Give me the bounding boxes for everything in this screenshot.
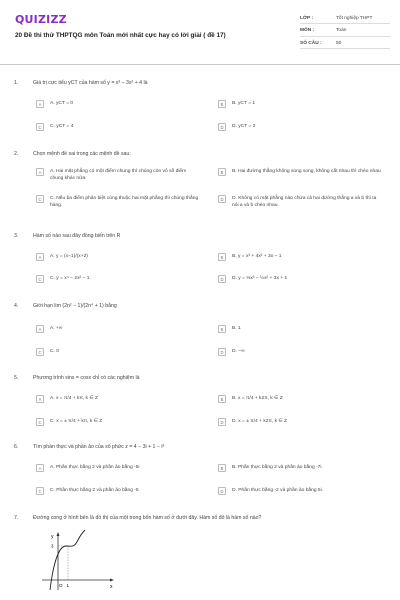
meta-panel bbox=[300, 13, 390, 51]
option-text: D. Không có mặt phẳng nào chứa cả hai đường thẳng a và b thì ta nói a và b chéo nhau. bbox=[232, 196, 377, 208]
meta-value: 50 bbox=[336, 40, 342, 46]
option-d[interactable] bbox=[218, 195, 382, 209]
option-a[interactable] bbox=[36, 253, 88, 261]
y-axis-label: y bbox=[51, 534, 54, 540]
question-number: 6. bbox=[14, 444, 19, 450]
option-d[interactable] bbox=[218, 123, 255, 131]
option-text: B. x = π/4 + k2π, k ∈ Z bbox=[232, 396, 283, 401]
y-axis-arrow bbox=[57, 532, 60, 536]
option-letter: A bbox=[36, 253, 44, 261]
option-text: B. 1 bbox=[232, 326, 241, 331]
option-letter: B bbox=[218, 395, 226, 403]
meta-row-count bbox=[300, 38, 390, 49]
meta-label: LỚP : bbox=[300, 15, 314, 21]
option-letter: B bbox=[218, 100, 226, 108]
x-axis-label: x bbox=[110, 584, 113, 590]
option-c[interactable] bbox=[36, 487, 139, 495]
question-number: 5. bbox=[14, 375, 19, 381]
option-text: D. x = ± π/4 + k2π, k ∈ Z bbox=[232, 419, 288, 424]
option-text: C. Phần thực bằng 2 và phần ảo bằng -5 bbox=[50, 488, 139, 493]
option-b[interactable] bbox=[218, 253, 281, 261]
option-letter: C bbox=[36, 123, 44, 131]
option-letter: A bbox=[36, 168, 44, 176]
option-b[interactable] bbox=[218, 325, 241, 333]
option-text: C. x = ± π/4 + kπ, k ∈ Z bbox=[50, 419, 103, 424]
option-text: A. y = (x−1)/(x+2) bbox=[50, 254, 88, 259]
option-c[interactable] bbox=[36, 348, 59, 356]
question-text: Tìm phần thực và phần ảo của số phức z = 4 − 3i + 1 − i³ bbox=[33, 444, 165, 450]
option-letter: D bbox=[218, 123, 226, 131]
option-letter: B bbox=[218, 325, 226, 333]
option-text: A. +∞ bbox=[50, 326, 63, 331]
option-c[interactable] bbox=[36, 418, 102, 426]
quizizz-logo: QUIZIZZ bbox=[15, 13, 67, 26]
option-c[interactable] bbox=[36, 275, 89, 283]
option-letter: D bbox=[218, 275, 226, 283]
option-text: A. Hai mặt phẳng có một điểm chung thì chúng còn vô số điểm chung khác nữa. bbox=[50, 169, 187, 181]
document-title: 20 Đề thi thử THPTQG môn Toán mới nhất cực hay có lời giải ( đề 17) bbox=[15, 32, 226, 39]
option-text: A. Phần thực bằng 2 và phần ảo bằng -5i bbox=[50, 465, 140, 470]
tick-label-1: 1 bbox=[66, 583, 70, 588]
option-text: B. yCT = 1 bbox=[232, 101, 256, 106]
question-text: Hàm số nào sau đây đồng biến trên R bbox=[33, 233, 121, 239]
option-letter: C bbox=[36, 418, 44, 426]
option-letter: A bbox=[36, 325, 44, 333]
option-text: B. Hai đường thẳng không song song, không cắt nhau thì chéo nhau bbox=[232, 169, 381, 174]
option-letter: D bbox=[218, 418, 226, 426]
option-b[interactable] bbox=[218, 100, 255, 108]
option-a[interactable] bbox=[36, 100, 73, 108]
option-text: D. y = ⅓x³ − ½x² + 3x + 1 bbox=[232, 276, 288, 281]
option-c[interactable] bbox=[36, 123, 73, 131]
header-divider bbox=[0, 64, 400, 65]
option-text: A. x = π/4 + kπ, k ∈ Z bbox=[50, 396, 98, 401]
option-b[interactable] bbox=[218, 464, 323, 472]
option-letter: B bbox=[218, 168, 226, 176]
option-text: B. y = x³ + 4x² + 3x − 1 bbox=[232, 254, 282, 259]
origin-label: O bbox=[59, 583, 63, 588]
option-b[interactable] bbox=[218, 168, 382, 176]
option-a[interactable] bbox=[36, 168, 200, 182]
question-number: 3. bbox=[14, 233, 19, 239]
option-d[interactable] bbox=[218, 418, 287, 426]
option-b[interactable] bbox=[218, 395, 283, 403]
option-text: C. 0 bbox=[50, 349, 59, 354]
option-text: C. yCT = 4 bbox=[50, 124, 74, 129]
option-a[interactable] bbox=[36, 395, 98, 403]
option-letter: A bbox=[36, 395, 44, 403]
option-text: C. y = x⁴ − 2x² − 1 bbox=[50, 276, 90, 281]
option-text: A. yCT = 0 bbox=[50, 101, 74, 106]
option-letter: A bbox=[36, 464, 44, 472]
option-letter: C bbox=[36, 348, 44, 356]
option-letter: B bbox=[218, 464, 226, 472]
option-d[interactable] bbox=[218, 487, 323, 495]
option-text: D. −∞ bbox=[232, 349, 245, 354]
option-text: D. Phần thực bằng -2 và phần ảo bằng 5i. bbox=[232, 488, 324, 493]
option-letter: C bbox=[36, 195, 44, 203]
function-curve bbox=[50, 530, 85, 590]
question-text: Chọn mệnh đề sai trong các mệnh đề sau: bbox=[33, 151, 131, 157]
meta-label: SỐ CÂU : bbox=[300, 40, 322, 46]
option-d[interactable] bbox=[218, 348, 245, 356]
option-text: C. Nếu ba điểm phân biệt cùng thuộc hai mặt phẳng thì chúng thẳng hàng. bbox=[50, 196, 199, 208]
option-a[interactable] bbox=[36, 325, 62, 333]
meta-row-subject bbox=[300, 26, 390, 37]
option-letter: C bbox=[36, 487, 44, 495]
tick-label-3: 3 bbox=[51, 543, 54, 549]
option-text: B. Phần thực bằng 2 và phần ảo bằng -7i. bbox=[232, 465, 323, 470]
option-letter: A bbox=[36, 100, 44, 108]
question-text: Đường cong ở hình bên là đồ thị của một trong bốn hàm số ở dưới đây. Hàm số đó là hàm số nào? bbox=[33, 515, 262, 521]
option-text: D. yCT = 2 bbox=[232, 124, 256, 129]
option-letter: B bbox=[218, 253, 226, 261]
meta-row-class bbox=[300, 13, 390, 24]
question-text: Phương trình sinx = cosx chỉ có các nghiệm là bbox=[33, 375, 140, 381]
option-letter: D bbox=[218, 195, 226, 203]
option-d[interactable] bbox=[218, 275, 287, 283]
function-graph bbox=[38, 528, 118, 598]
question-number: 2. bbox=[14, 151, 19, 157]
meta-label: MÔN : bbox=[300, 28, 315, 33]
x-axis-arrow bbox=[110, 579, 114, 582]
question-number: 4. bbox=[14, 303, 19, 309]
meta-value: Toán bbox=[336, 28, 347, 33]
option-c[interactable] bbox=[36, 195, 200, 209]
question-number: 1. bbox=[14, 80, 19, 86]
option-letter: D bbox=[218, 487, 226, 495]
option-letter: C bbox=[36, 275, 44, 283]
question-number: 7. bbox=[14, 515, 19, 521]
option-a[interactable] bbox=[36, 464, 139, 472]
question-text: Giới hạn lim (2n² − 1)/(2n⁴ + 1) bằng bbox=[33, 303, 117, 309]
question-text: Giá trị cực tiểu yCT của hàm số y = x³ − 3x² + 4 là bbox=[33, 80, 148, 86]
meta-value: Tốt nghiệp THPT bbox=[336, 15, 373, 21]
option-letter: D bbox=[218, 348, 226, 356]
